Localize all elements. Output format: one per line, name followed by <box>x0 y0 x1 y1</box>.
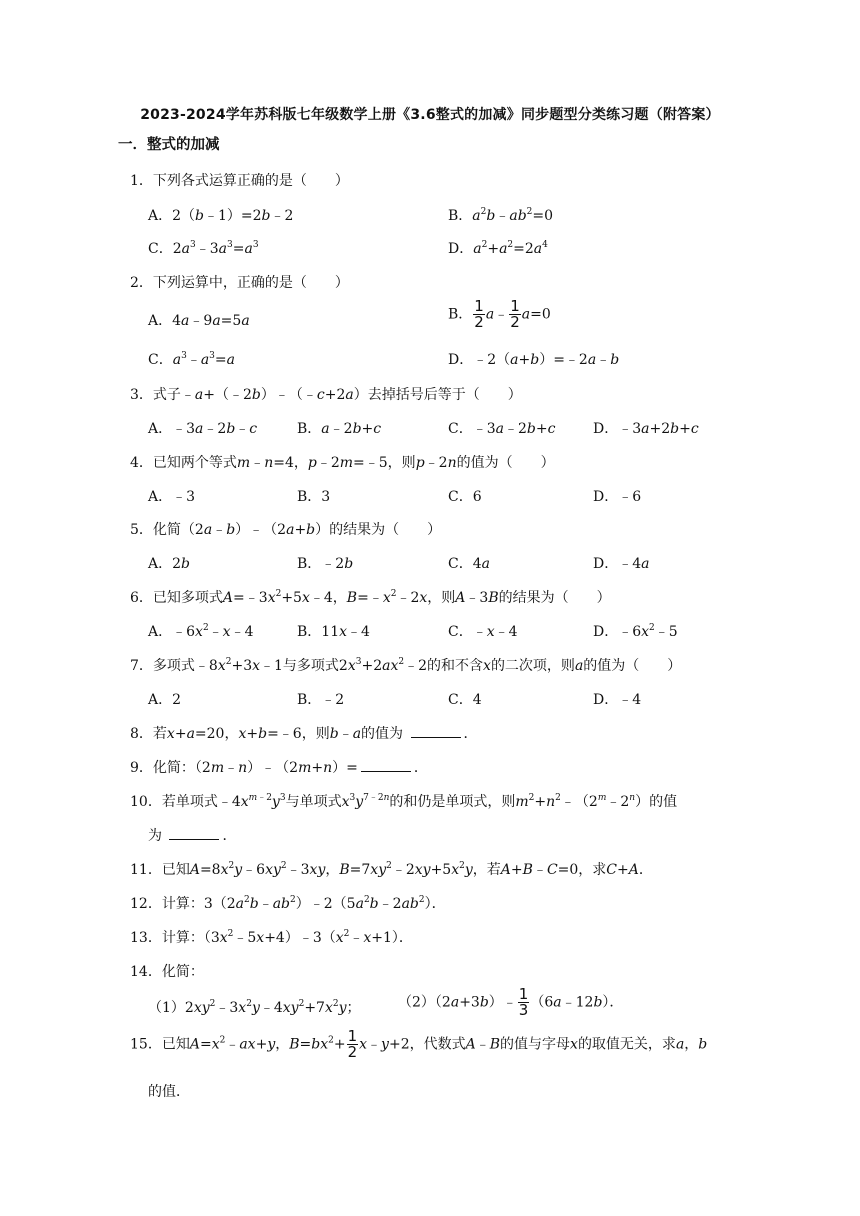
question-13-stem: 13．计算：$(3x^2﹣5x+4)﹣3(x^2﹣x+1)$． <box>130 929 413 946</box>
question-2-option-b: B． $\frac{1}{2}$ a﹣ $\frac{1}{2}$ a=0 <box>448 297 551 331</box>
question-15-stem: 15．已知$A=x^2﹣ax+y$，$B=bx^2+$ $\frac{1}{2}$ x﹣y+2，代数式A﹣B的值与字母x的取值无关，求a，b <box>130 1027 708 1061</box>
question-7-option-d: D．﹣4 <box>593 692 642 708</box>
question-1-stem: 1．下列各式运算正确的是（ ） <box>130 173 349 189</box>
question-6-option-b: B．11x﹣4 <box>297 624 370 640</box>
question-6-stem: 6．已知多项式$A=﹣3x^2+5x﹣4$，$B=﹣x^2﹣2x$，则A﹣3B的结果为（ ） <box>130 589 611 606</box>
question-5-option-a: A．2b <box>148 556 190 572</box>
question-14-stem: 14．化简： <box>130 964 204 980</box>
document-title: 2023-2024学年苏科版七年级数学上册《3.6整式的加减》同步题型分类练习题（附答案） <box>140 107 720 123</box>
question-2-option-d: D．﹣2（a+b）=﹣2a﹣b <box>448 352 620 368</box>
question-1-option-a: A．2（b﹣1）=2b﹣2 <box>148 208 294 224</box>
question-1-option-b: B．$a^2b﹣ab^2=0$ <box>448 207 554 224</box>
question-2-option-a: A．4a﹣9a=5a <box>148 313 250 329</box>
question-1-option-d: D．$a^2+a^2=2a^4$ <box>448 240 548 257</box>
question-3-option-d: D．﹣3a+2b+c <box>593 421 699 437</box>
question-9-stem: 9．化简：（2m﹣n）﹣（2m+n）= ． <box>130 760 428 776</box>
question-3-option-b: B．a﹣2b+c <box>297 421 382 437</box>
question-14-part-2: （2）（2a+3b）﹣ $\frac{1}{3}$ （6a﹣12b）． <box>398 985 624 1019</box>
question-10-continuation: 为 ． <box>148 828 237 844</box>
question-10-stem: 10．若单项式$﹣4x^{m﹣2}y^3$与单项式$x^3y^{7﹣2n}$的和仍是单项式，则$m^2+n^2﹣(2^m﹣2^n)$的值 <box>130 793 678 810</box>
question-4-option-b: B．3 <box>297 489 331 505</box>
question-5-option-d: D．﹣4a <box>593 556 650 572</box>
section-heading: 一．整式的加减 <box>118 137 220 153</box>
question-6-option-a: A．$﹣6x^2﹣x﹣4$ <box>148 623 254 640</box>
question-5-option-c: C．4a <box>448 556 490 572</box>
question-3-stem: 3．式子﹣a+（﹣2b）﹣（﹣c+2a）去掉括号后等于（ ） <box>130 387 522 403</box>
question-6-option-c: C．﹣x﹣4 <box>448 624 518 640</box>
question-4-option-a: A．﹣3 <box>148 489 196 505</box>
question-4-option-d: D．﹣6 <box>593 489 642 505</box>
question-2-stem: 2．下列运算中，正确的是（ ） <box>130 275 349 291</box>
question-14-part-1: $(1)2xy^2﹣3x^2y﹣4xy^2+7x^2y$； <box>148 999 361 1016</box>
question-1-option-c: C．$2a^3﹣3a^3=a^3$ <box>148 240 259 257</box>
question-4-option-c: C．6 <box>448 489 482 505</box>
question-7-option-c: C．4 <box>448 692 482 708</box>
question-2-option-c: C．$a^3﹣a^3=a$ <box>148 351 235 368</box>
question-6-option-d: D．$﹣6x^2﹣5$ <box>593 623 678 640</box>
question-3-option-c: C．﹣3a﹣2b+c <box>448 421 556 437</box>
question-5-option-b: B．﹣2b <box>297 556 354 572</box>
question-7-option-b: B．﹣2 <box>297 692 345 708</box>
question-5-stem: 5．化简（2a﹣b）﹣（2a+b）的结果为（ ） <box>130 522 442 538</box>
question-7-option-a: A．2 <box>148 692 182 708</box>
question-7-stem: 7．多项式$﹣8x^2+3x﹣1$与多项式$2x^3+2ax^2﹣2$的和不含x的二次项，则a的值为（ ） <box>130 657 682 674</box>
question-15-continuation: 的值． <box>148 1084 190 1100</box>
question-11-stem: 11．已知$A=8x^2y﹣6xy^2﹣3xy$，$B=7xy^2﹣2xy+5x^2y$，若A+B﹣C=0，求C+A． <box>130 861 653 878</box>
question-12-stem: 12．计算：$3(2a^2b﹣ab^2)﹣2(5a^2b﹣2ab^2)$． <box>130 895 446 912</box>
question-3-option-a: A．﹣3a﹣2b﹣c <box>148 421 258 437</box>
question-4-stem: 4．已知两个等式m﹣n=4，p﹣2m=﹣5，则p﹣2n的值为（ ） <box>130 455 555 471</box>
question-8-stem: 8．若x+a=20，x+b=﹣6，则b﹣a的值为 ． <box>130 726 478 742</box>
